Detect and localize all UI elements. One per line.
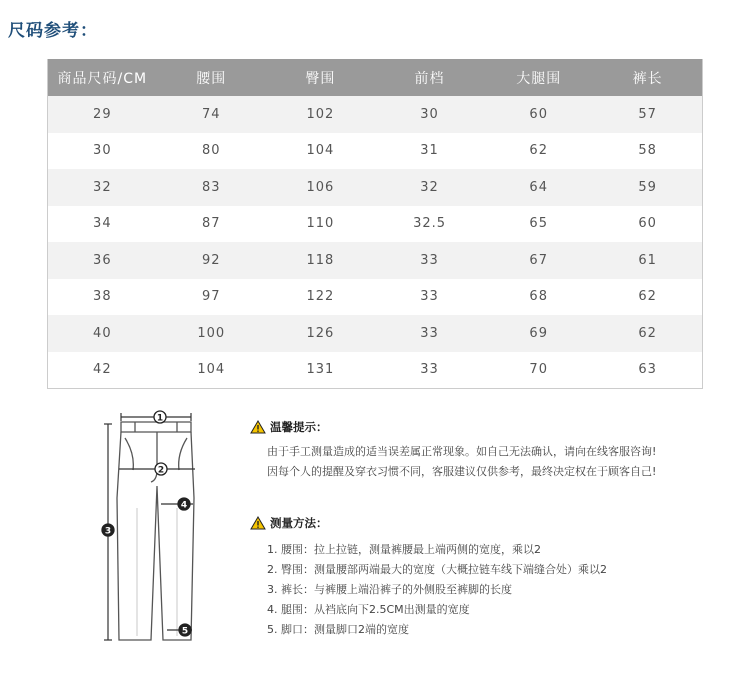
marker-1-label: 1 [156, 413, 164, 424]
table-cell: 32 [48, 169, 157, 206]
table-cell: 74 [157, 96, 266, 133]
table-row [48, 279, 703, 316]
table-cell: 87 [157, 206, 266, 243]
list-item: 2. 臀围：测量腰部两端最大的宽度（大概拉链车线下端缝合处）乘以2 [267, 563, 607, 576]
page-title: 尺码参考： [8, 21, 98, 41]
list-item: 1. 腰围：拉上拉链，测量裤腰最上端两侧的宽度，乘以2 [267, 543, 541, 556]
table-cell: 61 [593, 242, 702, 279]
table-cell: 62 [484, 133, 593, 170]
table-cell: 106 [266, 169, 375, 206]
tip-line: 因每个人的提醒及穿衣习惯不同，客服建议仅供参考，最终决定权在于顾客自己! [267, 465, 657, 478]
tips-heading-row [250, 418, 720, 436]
table-row [48, 242, 703, 279]
header-waist: 腰围 [157, 59, 266, 96]
method-heading: 测量方法： [270, 516, 328, 530]
table-cell: 126 [266, 315, 375, 352]
table-cell: 30 [375, 96, 484, 133]
table-row [48, 315, 703, 352]
table-row [48, 133, 703, 170]
table-cell: 83 [157, 169, 266, 206]
table-cell: 63 [593, 352, 702, 389]
table-cell: 60 [484, 96, 593, 133]
tip-line: 由于手工测量造成的适当误差属正常现象。如自己无法确认，请向在线客服咨询! [267, 445, 657, 458]
table-cell: 68 [484, 279, 593, 316]
table-cell: 92 [157, 242, 266, 279]
header-length: 裤长 [593, 59, 702, 96]
table-cell: 64 [484, 169, 593, 206]
list-item: 5. 脚口：测量脚口2端的宽度 [267, 623, 409, 636]
marker-3-label: 3 [104, 526, 112, 537]
table-cell: 69 [484, 315, 593, 352]
tips-heading: 温馨提示： [270, 420, 328, 434]
table-cell: 104 [266, 133, 375, 170]
table-cell: 100 [157, 315, 266, 352]
header-size: 商品尺码/CM [48, 59, 157, 96]
table-cell: 59 [593, 169, 702, 206]
table-cell: 34 [48, 206, 157, 243]
table-header-row [48, 59, 703, 96]
header-thigh: 大腿围 [484, 59, 593, 96]
list-item: 3. 裤长：与裤腰上端沿裤子的外侧股至裤脚的长度 [267, 583, 512, 596]
table-row [48, 96, 703, 133]
method-list [267, 540, 720, 640]
table-cell: 122 [266, 279, 375, 316]
table-cell: 67 [484, 242, 593, 279]
notes-panel [250, 418, 720, 640]
table-cell: 57 [593, 96, 702, 133]
table-row [48, 206, 703, 243]
table-cell: 29 [48, 96, 157, 133]
marker-5-label: 5 [181, 626, 189, 637]
table-cell: 33 [375, 242, 484, 279]
pants-diagram [97, 408, 217, 648]
table-cell: 36 [48, 242, 157, 279]
warning-icon [250, 516, 266, 530]
table-cell: 110 [266, 206, 375, 243]
warning-icon [250, 420, 266, 434]
table-cell: 32 [375, 169, 484, 206]
table-cell: 38 [48, 279, 157, 316]
table-cell: 62 [593, 315, 702, 352]
header-hip: 臀围 [266, 59, 375, 96]
table-cell: 42 [48, 352, 157, 389]
table-cell: 33 [375, 352, 484, 389]
table-cell: 32.5 [375, 206, 484, 243]
method-heading-row [250, 514, 720, 532]
header-front-rise: 前档 [375, 59, 484, 96]
table-cell: 40 [48, 315, 157, 352]
table-cell: 31 [375, 133, 484, 170]
table-cell: 102 [266, 96, 375, 133]
table-cell: 33 [375, 315, 484, 352]
marker-4-label: 4 [180, 500, 188, 511]
table-cell: 118 [266, 242, 375, 279]
list-item: 4. 腿围：从裆底向下2.5CM出测量的宽度 [267, 603, 470, 616]
marker-2-label: 2 [157, 465, 165, 476]
table-cell: 80 [157, 133, 266, 170]
table-cell: 30 [48, 133, 157, 170]
table-row [48, 352, 703, 389]
pants-diagram-icon [97, 408, 217, 648]
table-row [48, 169, 703, 206]
table-cell: 65 [484, 206, 593, 243]
table-cell: 60 [593, 206, 702, 243]
table-cell: 33 [375, 279, 484, 316]
table-cell: 58 [593, 133, 702, 170]
table-cell: 62 [593, 279, 702, 316]
table-cell: 70 [484, 352, 593, 389]
table-cell: 97 [157, 279, 266, 316]
table-cell: 104 [157, 352, 266, 389]
size-table [47, 59, 703, 389]
table-cell: 131 [266, 352, 375, 389]
